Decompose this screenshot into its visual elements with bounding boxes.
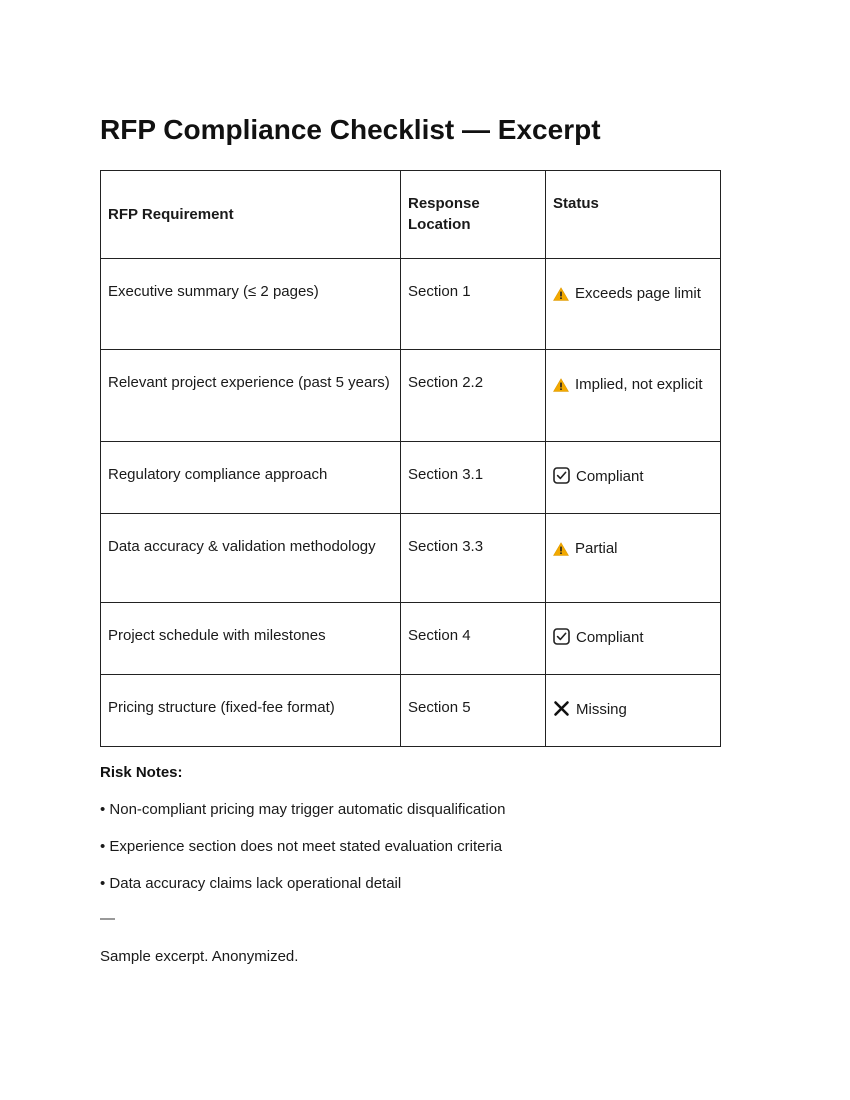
status-text: Partial [575, 540, 618, 557]
location-cell: Section 5 [401, 675, 546, 747]
location-cell: Section 3.3 [401, 514, 546, 603]
warning-icon [553, 286, 569, 307]
status-text: Exceeds page limit [575, 285, 701, 302]
status-text: Compliant [576, 629, 644, 646]
requirement-cell: Relevant project experience (past 5 years) [101, 350, 401, 442]
location-cell: Section 2.2 [401, 350, 546, 442]
requirement-cell: Project schedule with milestones [101, 603, 401, 675]
risk-note-item: • Data accuracy claims lack operational detail [100, 875, 402, 892]
risk-notes-title: Risk Notes: [100, 764, 183, 781]
table-row [101, 442, 721, 514]
page-title: RFP Compliance Checklist — Excerpt [100, 114, 601, 145]
risk-note-item: • Non-compliant pricing may trigger automatic disqualification [100, 801, 506, 818]
location-cell: Section 4 [401, 603, 546, 675]
requirement-cell: Pricing structure (fixed-fee format) [101, 675, 401, 747]
table-row [101, 259, 721, 350]
status-cell [546, 442, 721, 514]
checkbox-checked-icon [553, 467, 570, 490]
status-text: Implied, not explicit [575, 376, 703, 393]
table-row [101, 350, 721, 442]
checkbox-checked-icon [553, 628, 570, 651]
location-cell: Section 1 [401, 259, 546, 350]
cross-icon [553, 700, 570, 723]
warning-icon [553, 541, 569, 562]
risk-note-item: • Experience section does not meet stated evaluation criteria [100, 838, 503, 855]
header-requirement: RFP Requirement [101, 171, 401, 259]
requirement-cell: Data accuracy & validation methodology [101, 514, 401, 603]
table-row [101, 675, 721, 747]
table-header-row [101, 171, 721, 259]
status-text: Compliant [576, 468, 644, 485]
header-location: Response Location [401, 171, 546, 259]
requirement-cell: Regulatory compliance approach [101, 442, 401, 514]
compliance-table [100, 170, 721, 747]
footer-note: Sample excerpt. Anonymized. [100, 948, 299, 965]
status-cell [546, 259, 721, 350]
status-cell [546, 675, 721, 747]
status-cell [546, 603, 721, 675]
warning-icon [553, 377, 569, 398]
location-cell: Section 3.1 [401, 442, 546, 514]
requirement-cell: Executive summary (≤ 2 pages) [101, 259, 401, 350]
table-row [101, 514, 721, 603]
table-row [101, 603, 721, 675]
status-cell [546, 350, 721, 442]
header-status: Status [546, 171, 721, 259]
section-divider: — [100, 910, 115, 927]
status-cell [546, 514, 721, 603]
status-text: Missing [576, 701, 627, 718]
